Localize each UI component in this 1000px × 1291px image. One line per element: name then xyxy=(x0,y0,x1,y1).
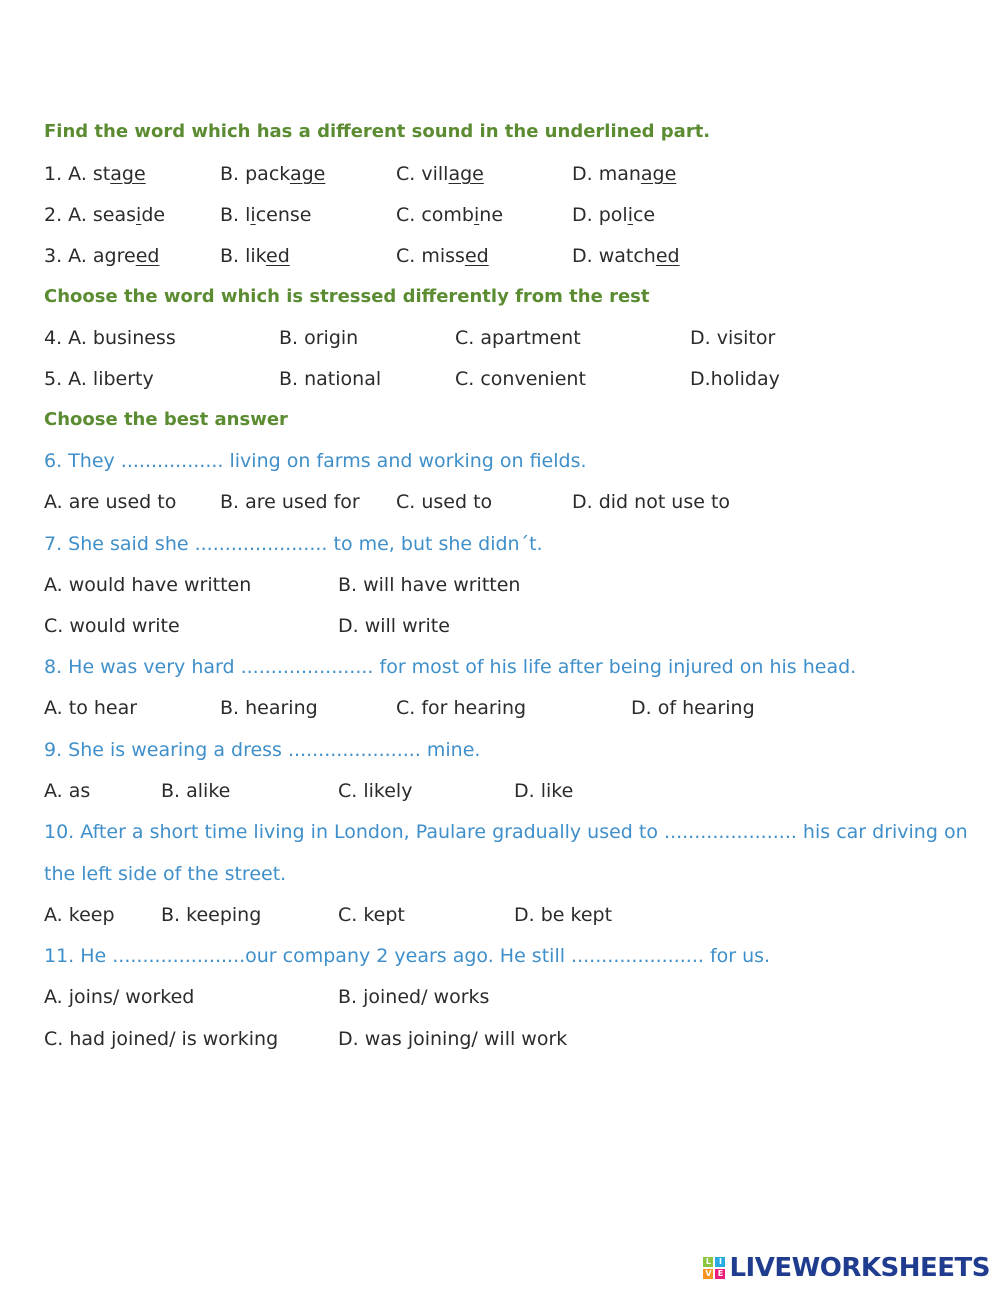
underlined-part: ed xyxy=(464,245,489,267)
q3-option-c[interactable] xyxy=(396,244,489,268)
option-text: D. pol xyxy=(572,204,628,226)
option-text: cense xyxy=(255,204,312,226)
q6-option-a[interactable]: A. are used to xyxy=(44,491,177,513)
q4-option-b[interactable]: B. origin xyxy=(279,327,359,349)
q11-option-a[interactable]: A. joins/ worked xyxy=(44,986,195,1008)
q4-option-a[interactable]: 4. A. business xyxy=(44,327,176,349)
underlined-part: i xyxy=(136,204,142,226)
q3-option-d[interactable] xyxy=(572,244,680,268)
q9-option-d[interactable]: D. like xyxy=(514,780,574,802)
logo-mark-e: E xyxy=(715,1269,725,1279)
option-text: D. watch xyxy=(572,245,656,267)
q9-option-c[interactable]: C. likely xyxy=(338,780,413,802)
q9-question: 9. She is wearing a dress ...................... mine. xyxy=(44,739,481,761)
underlined-part: age xyxy=(448,163,484,185)
option-text: B. pack xyxy=(220,163,290,185)
q8-option-c[interactable]: C. for hearing xyxy=(396,697,527,719)
logo-text: LIVEWORKSHEETS xyxy=(729,1253,990,1283)
option-text: 2. A. seas xyxy=(44,204,137,226)
q10-option-a[interactable]: A. keep xyxy=(44,904,115,926)
q10-option-d[interactable]: D. be kept xyxy=(514,904,613,926)
underlined-part: ed xyxy=(266,245,290,267)
q11-option-d[interactable]: D. was joining/ will work xyxy=(338,1028,568,1050)
q5-option-d[interactable]: D.holiday xyxy=(690,368,780,390)
logo-mark-v: V xyxy=(705,1269,712,1278)
option-text: ne xyxy=(479,204,504,226)
q7-option-c[interactable]: C. would write xyxy=(44,615,180,637)
q1-option-d[interactable] xyxy=(572,162,676,186)
q2-option-a[interactable] xyxy=(44,203,165,227)
option-text: C. vill xyxy=(396,163,449,185)
q4-option-c[interactable]: C. apartment xyxy=(455,327,581,349)
q6-question: 6. They ................. living on farms and working on fields. xyxy=(44,450,587,472)
q7-option-a[interactable]: A. would have written xyxy=(44,574,252,596)
underlined-part: ed xyxy=(135,245,160,267)
q8-option-a[interactable]: A. to hear xyxy=(44,697,138,719)
option-text: B. lik xyxy=(220,245,266,267)
liveworksheets-logo xyxy=(703,1251,990,1285)
option-text: C. miss xyxy=(396,245,465,267)
option-text: de xyxy=(141,204,166,226)
q10-question-line1: 10. After a short time living in London, Paulare gradually used to ...................... his car driving on xyxy=(44,821,968,843)
q11-option-c[interactable]: C. had joined/ is working xyxy=(44,1028,279,1050)
q2-option-d[interactable] xyxy=(572,203,655,227)
q7-question: 7. She said she ...................... to me, but she didn´t. xyxy=(44,533,543,555)
q11-option-b[interactable]: B. joined/ works xyxy=(338,986,490,1008)
q2-option-c[interactable] xyxy=(396,203,503,227)
q4-option-d[interactable]: D. visitor xyxy=(690,327,776,349)
q10-option-b[interactable]: B. keeping xyxy=(161,904,262,926)
q10-option-c[interactable]: C. kept xyxy=(338,904,405,926)
option-text: C. comb xyxy=(396,204,474,226)
q3-option-a[interactable] xyxy=(44,244,159,268)
q5-option-a[interactable]: 5. A. liberty xyxy=(44,368,154,390)
underlined-part: age xyxy=(289,163,326,185)
q1-option-c[interactable] xyxy=(396,162,484,186)
logo-mark-icon xyxy=(703,1257,725,1279)
option-text: 1. A. st xyxy=(44,163,111,185)
q7-option-d[interactable]: D. will write xyxy=(338,615,450,637)
underlined-part: age xyxy=(110,163,146,185)
section-heading-best-answer: Choose the best answer xyxy=(44,409,288,430)
underlined-part: i xyxy=(474,204,480,226)
option-text: ce xyxy=(632,204,656,226)
q2-option-b[interactable] xyxy=(220,203,311,227)
option-text: 3. A. agre xyxy=(44,245,136,267)
q6-option-c[interactable]: C. used to xyxy=(396,491,493,513)
underlined-part: age xyxy=(640,163,677,185)
q7-option-b[interactable]: B. will have written xyxy=(338,574,521,596)
option-text: B. l xyxy=(220,204,251,226)
q1-option-b[interactable] xyxy=(220,162,325,186)
section-heading-stress: Choose the word which is stressed differently from the rest xyxy=(44,286,650,307)
logo-mark-l: L xyxy=(703,1257,713,1267)
q9-option-a[interactable]: A. as xyxy=(44,780,91,802)
q9-option-b[interactable]: B. alike xyxy=(161,780,231,802)
q8-option-d[interactable]: D. of hearing xyxy=(631,697,755,719)
q6-option-b[interactable]: B. are used for xyxy=(220,491,360,513)
q10-question-line2: the left side of the street. xyxy=(44,863,287,885)
q6-option-d[interactable]: D. did not use to xyxy=(572,491,731,513)
option-text: D. man xyxy=(572,163,641,185)
section-heading-pronunciation: Find the word which has a different sound in the underlined part. xyxy=(44,121,711,142)
logo-mark-i: I xyxy=(715,1257,725,1267)
q8-option-b[interactable]: B. hearing xyxy=(220,697,318,719)
q5-option-b[interactable]: B. national xyxy=(279,368,382,390)
q1-option-a[interactable] xyxy=(44,162,146,186)
q5-option-c[interactable]: C. convenient xyxy=(455,368,586,390)
underlined-part: i xyxy=(250,204,256,226)
q11-question: 11. He ......................our company 2 years ago. He still ...................... for us. xyxy=(44,945,771,967)
underlined-part: i xyxy=(627,204,633,226)
q3-option-b[interactable] xyxy=(220,244,290,268)
underlined-part: ed xyxy=(655,245,680,267)
q8-question: 8. He was very hard ...................... for most of his life after being injured on his head. xyxy=(44,656,857,678)
